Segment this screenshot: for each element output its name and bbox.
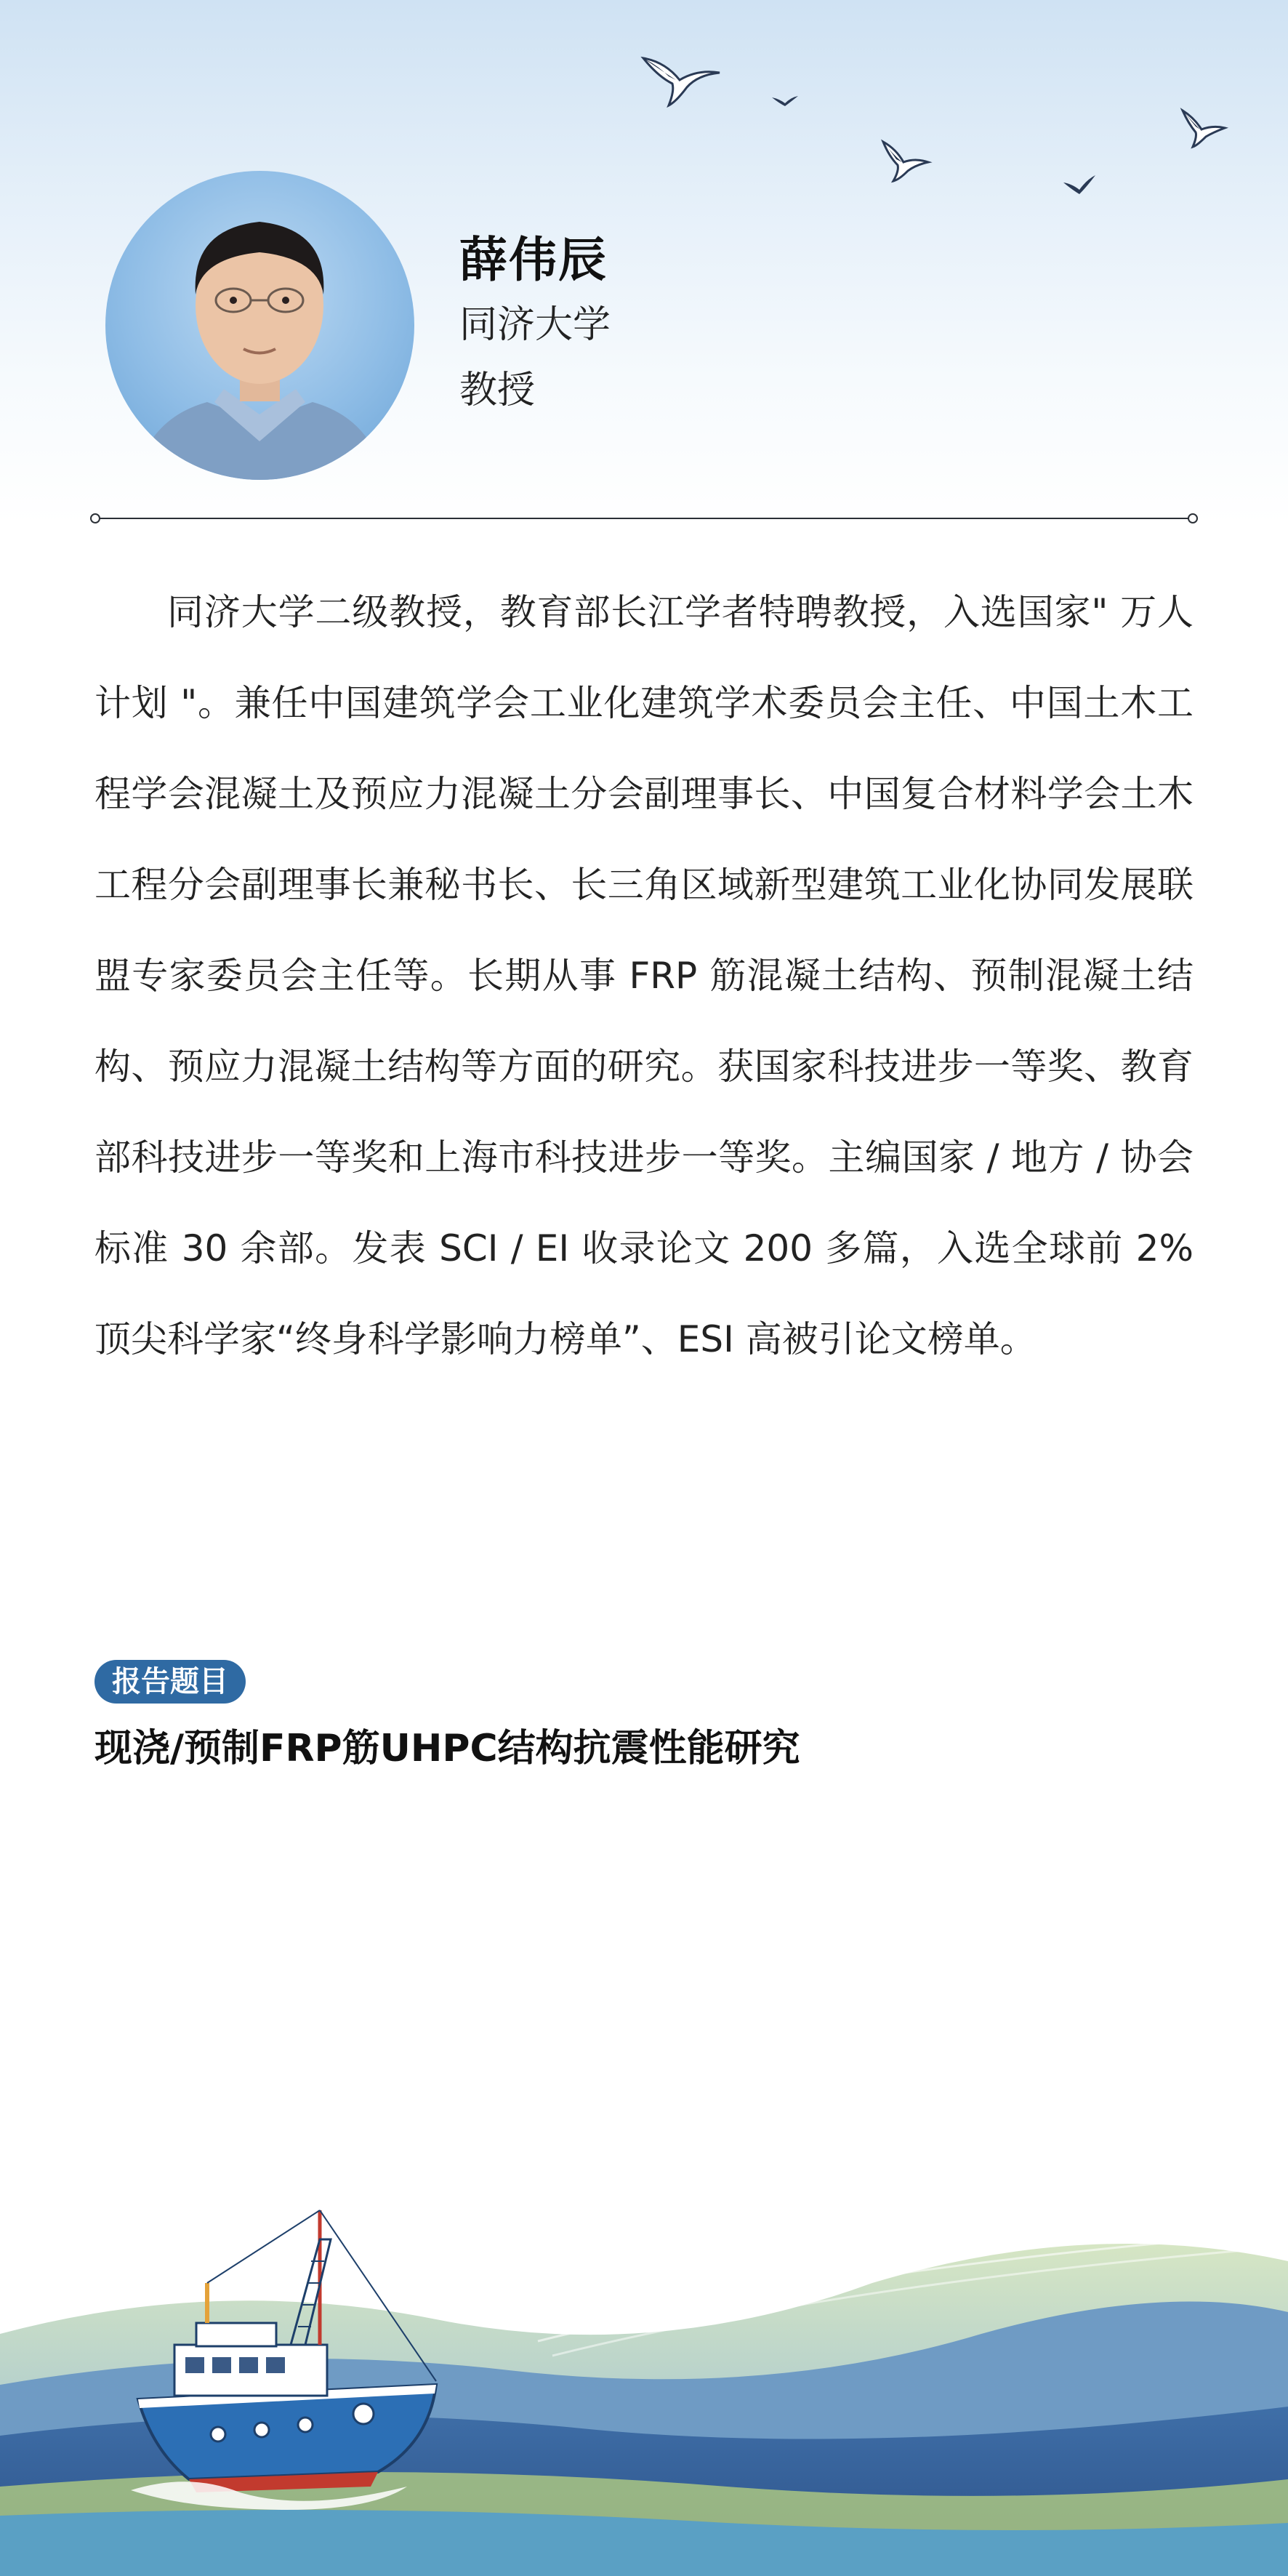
portrait-illustration <box>105 171 414 480</box>
report-title: 现浇/预制FRP筋UHPC结构抗震性能研究 <box>94 1727 800 1770</box>
speaker-affiliation: 同济大学 <box>459 303 611 347</box>
sea-scene-decoration <box>0 2094 1288 2576</box>
speaker-bio: 同济大学二级教授，教育部长江学者特聘教授，入选国家" 万人计划 "。兼任中国建筑学会工业化建筑学术委员会主任、中国土木工程学会混凝土及预应力混凝土分会副理事长、中国复合材料学会土木工程分会副理事长兼秘书长、长三角区域新型建筑工业化协同发展联盟专家委员会主任等。长期从事 FRP 筋混凝土结构、预制混凝土结构、预应力混凝土结构等方面的研究。获国家科技进步一等奖、教育部科技进步一等奖和上海市科技进步一等奖。主编国家 / 地方 / 协会标准 30 余部。发表 SCI / EI 收录论文 200 多篇，入选全球前 2% 顶尖科学家“终身科学影响力榜单”、ESI 高被引论文榜单。 <box>94 591 1194 1360</box>
avatar <box>105 171 414 480</box>
seagull-icon <box>772 96 798 106</box>
seagull-icon <box>883 142 928 181</box>
seagull-icon <box>643 58 720 105</box>
section-divider <box>96 518 1192 519</box>
report-label-badge: 报告题目 <box>94 1660 246 1704</box>
speaker-name: 薛伟辰 <box>459 232 608 288</box>
speaker-title: 教授 <box>459 369 536 412</box>
seagull-icon <box>1063 175 1095 194</box>
seagull-icon <box>1183 111 1225 147</box>
